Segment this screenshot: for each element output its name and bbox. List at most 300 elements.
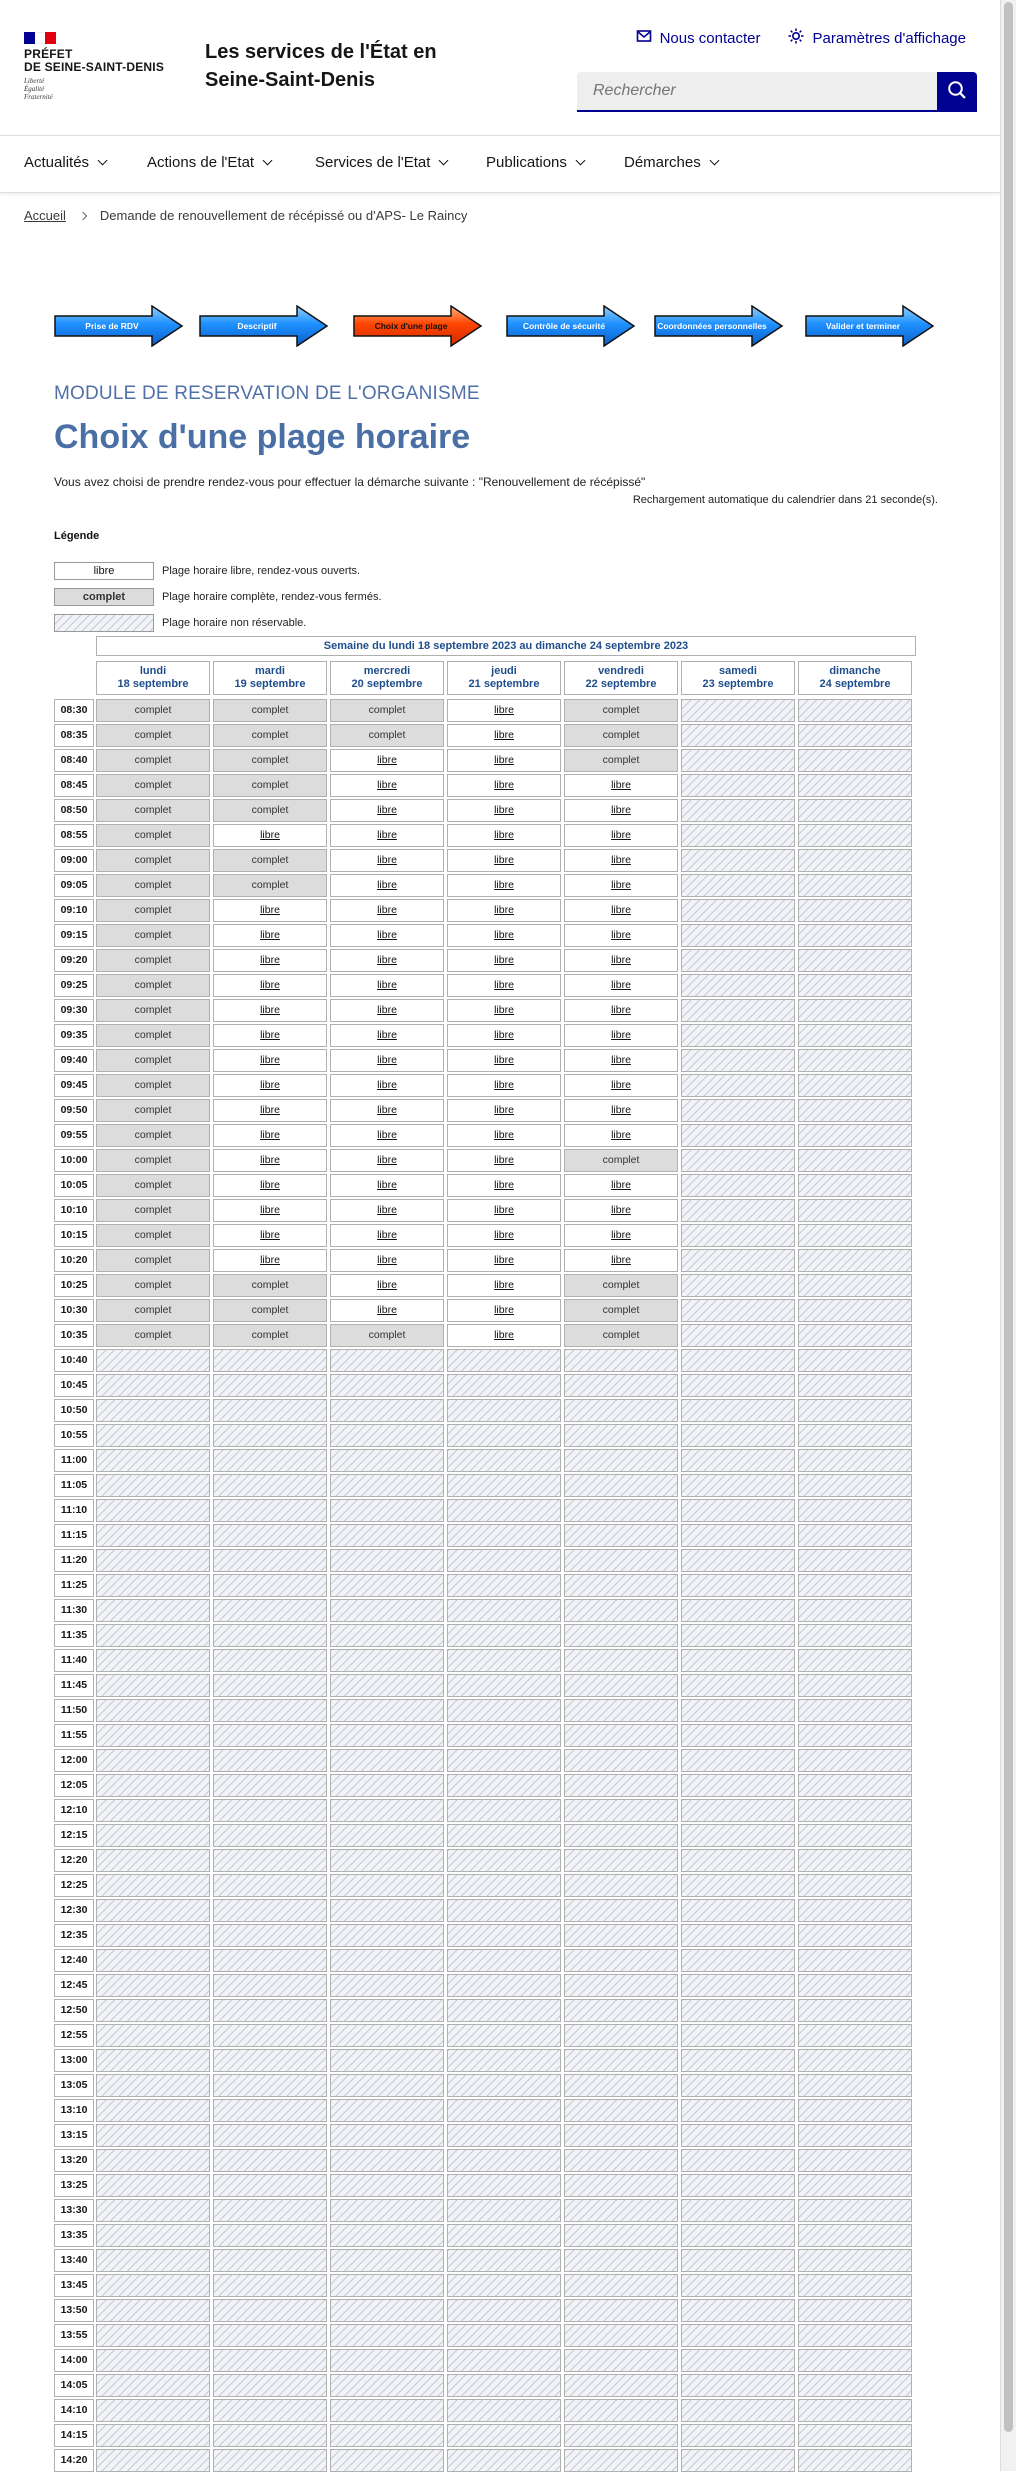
slot-libre-link[interactable]: libre: [564, 899, 678, 922]
slot-non-reservable: [798, 1024, 912, 1047]
slot-non-reservable: [330, 1949, 444, 1972]
slot-libre-link[interactable]: libre: [330, 1199, 444, 1222]
slot-libre-link[interactable]: libre: [213, 1199, 327, 1222]
slot-complet: complet: [564, 724, 678, 747]
slot-libre-link[interactable]: libre: [564, 824, 678, 847]
slot-non-reservable: [798, 1249, 912, 1272]
slot-libre-link[interactable]: libre: [213, 1049, 327, 1072]
slot-libre-link[interactable]: libre: [330, 924, 444, 947]
slot-libre-link[interactable]: libre: [447, 974, 561, 997]
legend-sample-complet: complet: [54, 588, 154, 606]
slot-non-reservable: [330, 1699, 444, 1722]
slot-time: 12:50: [54, 1999, 94, 2022]
slot-row: [54, 1799, 916, 1822]
slot-non-reservable: [96, 1749, 210, 1772]
slot-non-reservable: [96, 1449, 210, 1472]
slot-libre-link[interactable]: libre: [330, 899, 444, 922]
slot-row: [54, 1624, 916, 1647]
chevron-down-icon: [439, 156, 449, 166]
slot-libre-link[interactable]: libre: [447, 1149, 561, 1172]
nav-services-etat[interactable]: [315, 154, 447, 171]
slot-non-reservable: [798, 1999, 912, 2022]
slot-non-reservable: [96, 1949, 210, 1972]
slot-non-reservable: [330, 2449, 444, 2472]
slot-libre-link[interactable]: libre: [213, 1149, 327, 1172]
slot-libre-link[interactable]: libre: [447, 949, 561, 972]
slot-non-reservable: [447, 1974, 561, 1997]
slot-non-reservable: [798, 1124, 912, 1147]
day-date: 19 septembre: [234, 678, 306, 690]
slot-time: 10:10: [54, 1199, 94, 1222]
slot-non-reservable: [213, 1399, 327, 1422]
slot-complet: complet: [96, 1149, 210, 1172]
slot-non-reservable: [447, 1599, 561, 1622]
slot-libre-link[interactable]: libre: [447, 724, 561, 747]
slot-row: [54, 1374, 916, 1397]
slot-non-reservable: [798, 774, 912, 797]
slot-row: [54, 799, 916, 822]
slot-row: [54, 2224, 916, 2247]
slot-non-reservable: [798, 999, 912, 1022]
search-button[interactable]: [937, 72, 977, 112]
slot-non-reservable: [564, 1699, 678, 1722]
slot-time: 11:25: [54, 1574, 94, 1597]
slot-non-reservable: [798, 1074, 912, 1097]
slot-libre-link[interactable]: libre: [330, 999, 444, 1022]
slot-non-reservable: [96, 1824, 210, 1847]
slot-row: [54, 1224, 916, 1247]
slot-row: [54, 699, 916, 722]
slot-non-reservable: [681, 1849, 795, 1872]
slot-non-reservable: [681, 1874, 795, 1897]
slot-non-reservable: [96, 2299, 210, 2322]
slot-non-reservable: [96, 2049, 210, 2072]
slot-non-reservable: [798, 1624, 912, 1647]
site-title[interactable]: Les services de l'État en Seine-Saint-Denis: [205, 41, 437, 91]
slot-non-reservable: [681, 1199, 795, 1222]
slot-non-reservable: [681, 2249, 795, 2272]
slot-libre-link[interactable]: libre: [447, 1124, 561, 1147]
step-4: [506, 305, 636, 347]
slot-non-reservable: [213, 1549, 327, 1572]
slot-non-reservable: [447, 1374, 561, 1397]
slot-libre-link[interactable]: libre: [213, 999, 327, 1022]
slot-time: 09:05: [54, 874, 94, 897]
slot-row: [54, 1274, 916, 1297]
slot-libre-link[interactable]: libre: [564, 799, 678, 822]
slot-non-reservable: [681, 2349, 795, 2372]
slot-row: [54, 1399, 916, 1422]
slot-time: 10:05: [54, 1174, 94, 1197]
slot-non-reservable: [330, 2049, 444, 2072]
slot-non-reservable: [798, 724, 912, 747]
slot-non-reservable: [447, 1749, 561, 1772]
slot-non-reservable: [330, 1674, 444, 1697]
slot-libre-link[interactable]: libre: [330, 974, 444, 997]
slot-libre-link[interactable]: libre: [447, 1274, 561, 1297]
slot-libre-link[interactable]: libre: [213, 974, 327, 997]
slot-time: 12:40: [54, 1949, 94, 1972]
slot-complet: complet: [213, 749, 327, 772]
slot-libre-link[interactable]: libre: [564, 949, 678, 972]
slot-libre-link[interactable]: libre: [213, 1174, 327, 1197]
slot-non-reservable: [96, 2249, 210, 2272]
slot-libre-link[interactable]: libre: [213, 899, 327, 922]
slot-non-reservable: [798, 1349, 912, 1372]
logo-title-line-1: PRÉFET: [24, 47, 73, 61]
slot-row: [54, 1174, 916, 1197]
slot-non-reservable: [681, 1599, 795, 1622]
legend-text: Plage horaire complète, rendez-vous fermés.: [162, 591, 382, 603]
day-name: lundi: [139, 665, 167, 677]
slot-libre-link[interactable]: libre: [447, 899, 561, 922]
slot-libre-link[interactable]: libre: [564, 924, 678, 947]
slot-non-reservable: [564, 1949, 678, 1972]
slot-libre-link[interactable]: libre: [213, 1224, 327, 1247]
slot-non-reservable: [96, 2349, 210, 2372]
slot-libre-link[interactable]: libre: [564, 1124, 678, 1147]
slot-non-reservable: [681, 2274, 795, 2297]
slot-non-reservable: [564, 1524, 678, 1547]
slot-non-reservable: [681, 2074, 795, 2097]
slot-libre-link[interactable]: libre: [330, 1274, 444, 1297]
slot-non-reservable: [798, 1674, 912, 1697]
slot-time: 09:55: [54, 1124, 94, 1147]
search-bar: [577, 72, 977, 112]
step-label: Prise de RDV: [85, 321, 139, 331]
slot-time: 12:35: [54, 1924, 94, 1947]
slot-libre-link[interactable]: libre: [330, 849, 444, 872]
slot-libre-link[interactable]: libre: [330, 1299, 444, 1322]
slot-time: 08:35: [54, 724, 94, 747]
slot-non-reservable: [564, 1374, 678, 1397]
slot-non-reservable: [798, 2249, 912, 2272]
slot-row: [54, 1099, 916, 1122]
slot-non-reservable: [564, 2299, 678, 2322]
slot-non-reservable: [798, 1549, 912, 1572]
slot-non-reservable: [330, 1874, 444, 1897]
slot-libre-link[interactable]: libre: [447, 874, 561, 897]
slot-libre-link[interactable]: libre: [447, 1174, 561, 1197]
step-label: Choix d'une plage: [374, 321, 448, 331]
slot-libre-link[interactable]: libre: [447, 1299, 561, 1322]
slot-non-reservable: [564, 1449, 678, 1472]
slot-non-reservable: [330, 2074, 444, 2097]
slot-time: 12:55: [54, 2024, 94, 2047]
slot-libre-link[interactable]: libre: [447, 799, 561, 822]
slot-libre-link[interactable]: libre: [330, 1224, 444, 1247]
slot-libre-link[interactable]: libre: [447, 1074, 561, 1097]
slot-non-reservable: [681, 2224, 795, 2247]
slot-non-reservable: [681, 1049, 795, 1072]
slot-libre-link[interactable]: libre: [564, 1074, 678, 1097]
progress-steps: [54, 305, 934, 347]
slot-libre-link[interactable]: libre: [564, 974, 678, 997]
slot-row: [54, 2399, 916, 2422]
contact-link[interactable]: [636, 28, 761, 48]
slot-libre-link[interactable]: libre: [330, 1099, 444, 1122]
slot-libre-link[interactable]: libre: [330, 1049, 444, 1072]
slot-row: [54, 1849, 916, 1872]
slot-non-reservable: [96, 1499, 210, 1522]
slot-non-reservable: [447, 1949, 561, 1972]
slot-time: 12:05: [54, 1774, 94, 1797]
slot-libre-link[interactable]: libre: [330, 874, 444, 897]
slot-non-reservable: [681, 1649, 795, 1672]
slot-non-reservable: [330, 2299, 444, 2322]
slot-non-reservable: [213, 2274, 327, 2297]
legend-text: Plage horaire libre, rendez-vous ouverts.: [162, 565, 361, 577]
slot-non-reservable: [681, 1549, 795, 1572]
slot-libre-link[interactable]: libre: [447, 1099, 561, 1122]
slot-complet: complet: [96, 749, 210, 772]
slot-non-reservable: [447, 1474, 561, 1497]
slot-complet: complet: [213, 1299, 327, 1322]
slot-libre-link[interactable]: libre: [447, 999, 561, 1022]
slot-non-reservable: [681, 1674, 795, 1697]
slot-non-reservable: [330, 1524, 444, 1547]
slot-libre-link[interactable]: libre: [564, 1049, 678, 1072]
slot-libre-link[interactable]: libre: [330, 1024, 444, 1047]
slot-non-reservable: [798, 1574, 912, 1597]
slot-non-reservable: [564, 1874, 678, 1897]
slot-non-reservable: [447, 1524, 561, 1547]
slot-libre-link[interactable]: libre: [213, 949, 327, 972]
slot-libre-link[interactable]: libre: [447, 1224, 561, 1247]
slot-libre-link[interactable]: libre: [564, 1099, 678, 1122]
slot-complet: complet: [96, 1199, 210, 1222]
slot-libre-link[interactable]: libre: [564, 1199, 678, 1222]
slot-libre-link[interactable]: libre: [447, 699, 561, 722]
slot-time: 10:30: [54, 1299, 94, 1322]
reload-prefix: Rechargement automatique du calendrier dans: [632, 494, 863, 506]
day-header-dimanche: [798, 661, 912, 695]
legend-text: Plage horaire non réservable.: [162, 617, 307, 629]
slot-row: [54, 724, 916, 747]
slot-non-reservable: [96, 1424, 210, 1447]
step-label: Valider et terminer: [825, 321, 901, 331]
breadcrumb-home[interactable]: Accueil: [24, 208, 66, 223]
scrollbar-thumb[interactable]: [1004, 2, 1013, 2432]
slot-non-reservable: [213, 2049, 327, 2072]
slot-non-reservable: [798, 1499, 912, 1522]
slot-non-reservable: [213, 2174, 327, 2197]
slot-non-reservable: [564, 1724, 678, 1747]
slot-non-reservable: [798, 2349, 912, 2372]
slot-libre-link[interactable]: libre: [564, 874, 678, 897]
slot-row: [54, 1349, 916, 1372]
slot-non-reservable: [330, 2099, 444, 2122]
slot-non-reservable: [564, 1924, 678, 1947]
slot-non-reservable: [447, 1424, 561, 1447]
slot-libre-link[interactable]: libre: [564, 999, 678, 1022]
slot-libre-link[interactable]: libre: [564, 1224, 678, 1247]
slot-non-reservable: [681, 2149, 795, 2172]
slot-libre-link[interactable]: libre: [213, 1249, 327, 1272]
slot-time: 11:05: [54, 1474, 94, 1497]
slot-non-reservable: [96, 1574, 210, 1597]
slot-libre-link[interactable]: libre: [330, 1149, 444, 1172]
slot-row: [54, 1874, 916, 1897]
slot-time: 08:30: [54, 699, 94, 722]
vertical-scrollbar[interactable]: [1000, 0, 1016, 2471]
slot-row: [54, 1474, 916, 1497]
slot-libre-link[interactable]: libre: [447, 849, 561, 872]
slot-non-reservable: [798, 2299, 912, 2322]
slot-non-reservable: [798, 824, 912, 847]
search-icon: [947, 80, 967, 105]
slot-non-reservable: [447, 1699, 561, 1722]
slot-libre-link[interactable]: libre: [447, 1249, 561, 1272]
slot-libre-link[interactable]: libre: [330, 949, 444, 972]
slot-libre-link[interactable]: libre: [447, 774, 561, 797]
slot-non-reservable: [681, 2174, 795, 2197]
slot-non-reservable: [681, 699, 795, 722]
slot-non-reservable: [213, 2349, 327, 2372]
slot-non-reservable: [681, 1724, 795, 1747]
slot-libre-link[interactable]: libre: [213, 1124, 327, 1147]
slot-non-reservable: [330, 2324, 444, 2347]
slot-libre-link[interactable]: libre: [564, 1024, 678, 1047]
step-2: [199, 305, 329, 347]
slot-non-reservable: [681, 1124, 795, 1147]
slot-complet: complet: [213, 799, 327, 822]
slot-non-reservable: [330, 2349, 444, 2372]
slot-non-reservable: [798, 699, 912, 722]
slot-libre-link[interactable]: libre: [330, 824, 444, 847]
display-settings-link[interactable]: [788, 28, 966, 48]
legend-item-libre: [54, 562, 382, 580]
slot-libre-link[interactable]: libre: [447, 1324, 561, 1347]
slot-non-reservable: [798, 2424, 912, 2447]
slot-libre-link[interactable]: libre: [213, 1074, 327, 1097]
slot-libre-link[interactable]: libre: [330, 749, 444, 772]
slot-libre-link[interactable]: libre: [447, 824, 561, 847]
slot-row: [54, 1599, 916, 1622]
slot-non-reservable: [681, 1174, 795, 1197]
slot-libre-link[interactable]: libre: [330, 1124, 444, 1147]
day-name: jeudi: [491, 665, 517, 677]
slot-non-reservable: [330, 1549, 444, 1572]
day-header-mardi: [213, 661, 327, 695]
slot-non-reservable: [213, 2224, 327, 2247]
slot-libre-link[interactable]: libre: [330, 1249, 444, 1272]
slot-non-reservable: [798, 1299, 912, 1322]
step-label: Contrôle de sécurité: [522, 321, 606, 331]
slot-libre-link[interactable]: libre: [213, 1099, 327, 1122]
slot-non-reservable: [213, 2449, 327, 2472]
slot-non-reservable: [213, 2199, 327, 2222]
slot-non-reservable: [798, 2049, 912, 2072]
slot-libre-link[interactable]: libre: [213, 1024, 327, 1047]
slot-non-reservable: [447, 2324, 561, 2347]
nav-actualites[interactable]: [24, 154, 106, 171]
slot-non-reservable: [330, 1724, 444, 1747]
slot-libre-link[interactable]: libre: [447, 1199, 561, 1222]
slot-complet: complet: [213, 874, 327, 897]
slot-non-reservable: [681, 1299, 795, 1322]
slot-row: [54, 1199, 916, 1222]
slot-time: 10:40: [54, 1349, 94, 1372]
slot-libre-link[interactable]: libre: [564, 849, 678, 872]
slot-row: [54, 2149, 916, 2172]
legend-title: Légende: [54, 530, 100, 542]
slot-libre-link[interactable]: libre: [447, 1024, 561, 1047]
slot-libre-link[interactable]: libre: [213, 824, 327, 847]
slot-non-reservable: [681, 774, 795, 797]
slot-non-reservable: [681, 1624, 795, 1647]
slot-non-reservable: [564, 1774, 678, 1797]
slot-non-reservable: [447, 1549, 561, 1572]
slot-non-reservable: [96, 1699, 210, 1722]
slot-libre-link[interactable]: libre: [330, 1074, 444, 1097]
slot-row: [54, 1949, 916, 1972]
slot-libre-link[interactable]: libre: [330, 774, 444, 797]
slot-libre-link[interactable]: libre: [447, 1049, 561, 1072]
slot-libre-link[interactable]: libre: [213, 924, 327, 947]
slot-non-reservable: [564, 1599, 678, 1622]
step-3: [353, 305, 483, 347]
slot-non-reservable: [681, 899, 795, 922]
slot-non-reservable: [564, 2074, 678, 2097]
slot-libre-link[interactable]: libre: [564, 1174, 678, 1197]
prefet-logo[interactable]: [24, 32, 174, 101]
slot-libre-link[interactable]: libre: [564, 774, 678, 797]
slot-non-reservable: [564, 1649, 678, 1672]
slot-non-reservable: [798, 1649, 912, 1672]
slot-complet: complet: [96, 974, 210, 997]
slot-row: [54, 1149, 916, 1172]
slot-non-reservable: [681, 1399, 795, 1422]
search-input[interactable]: [577, 72, 937, 112]
slot-libre-link[interactable]: libre: [330, 1174, 444, 1197]
slot-time: 13:00: [54, 2049, 94, 2072]
slot-non-reservable: [96, 2424, 210, 2447]
slot-time: 10:55: [54, 1424, 94, 1447]
slot-non-reservable: [798, 749, 912, 772]
slot-non-reservable: [681, 2324, 795, 2347]
slot-non-reservable: [330, 1774, 444, 1797]
site-header: [0, 0, 1000, 136]
slot-non-reservable: [96, 1349, 210, 1372]
slot-non-reservable: [564, 2449, 678, 2472]
slot-libre-link[interactable]: libre: [330, 799, 444, 822]
slot-non-reservable: [447, 2424, 561, 2447]
slot-non-reservable: [330, 2124, 444, 2147]
slot-row: [54, 1974, 916, 1997]
slot-non-reservable: [96, 2174, 210, 2197]
breadcrumb-current: Demande de renouvellement de récépissé ou d'APS- Le Raincy: [99, 208, 468, 223]
nav-actions-etat[interactable]: [147, 154, 271, 171]
slot-row: [54, 1524, 916, 1547]
slot-non-reservable: [447, 1799, 561, 1822]
slot-non-reservable: [564, 1974, 678, 1997]
slot-non-reservable: [447, 2274, 561, 2297]
slot-libre-link[interactable]: libre: [447, 924, 561, 947]
nav-demarches[interactable]: [624, 154, 718, 171]
nav-publications[interactable]: [486, 154, 584, 171]
slot-libre-link[interactable]: libre: [447, 749, 561, 772]
day-name: mercredi: [363, 665, 411, 677]
slot-non-reservable: [798, 849, 912, 872]
slot-non-reservable: [681, 1249, 795, 1272]
slot-non-reservable: [330, 1799, 444, 1822]
slot-non-reservable: [681, 999, 795, 1022]
slot-row: [54, 1124, 916, 1147]
nav-label: Publications: [486, 154, 567, 171]
slot-libre-link[interactable]: libre: [564, 1249, 678, 1272]
slot-non-reservable: [447, 2399, 561, 2422]
